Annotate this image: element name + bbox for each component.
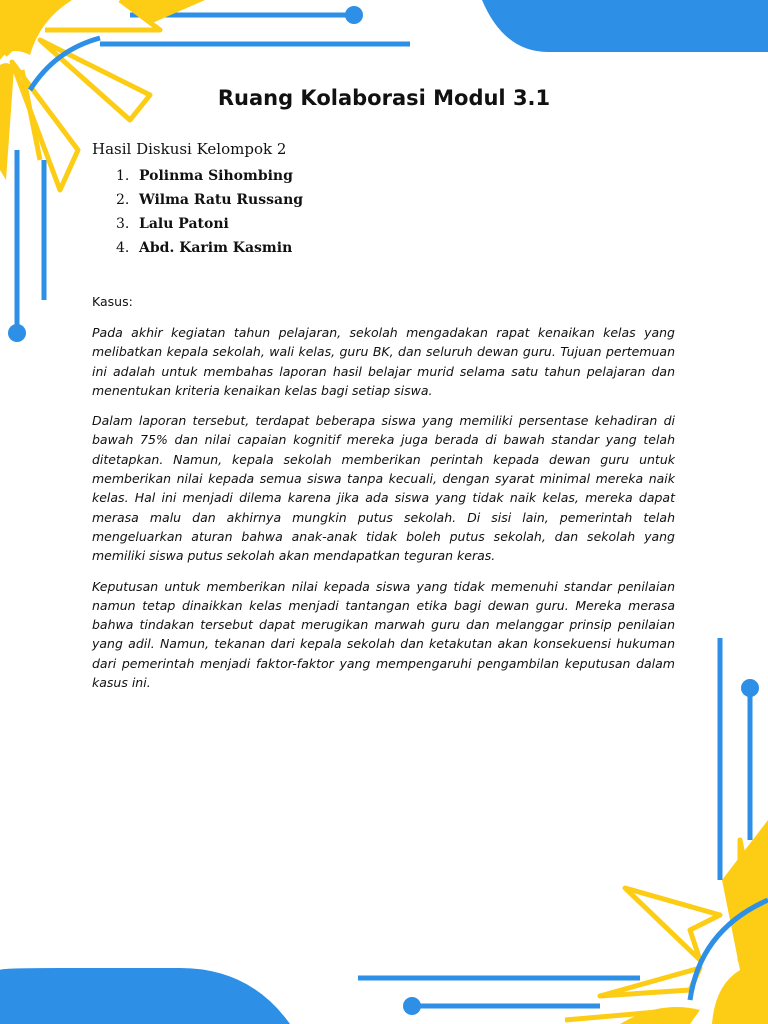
member-name: Lalu Patoni (139, 216, 229, 232)
case-paragraph-2: Dalam laporan tersebut, terdapat beberapa siswa yang memiliki persentase kehadiran di bawah 75% dan nilai capaian kognitif mereka juga berada di bawah standar yang telah ditetapkan. Namun, kepala sekolah memberikan perintah kepada dewan guru untuk memberikan nilai kepada semua siswa tanpa kecuali, dengan syarat minimal mereka naik kelas. Hal ini menjadi dilema karena jika ada siswa yang tidak naik kelas, mereka dapat merasa malu dan akhirnya mungkin putus sekolah. Di sisi lain, pemerintah telah mengeluarkan aturan bahwa anak-anak tidak boleh putus sekolah, dan sekolah yang memiliki siswa putus sekolah akan mendapatkan teguran keras. (92, 413, 675, 564)
case-paragraph-1: Pada akhir kegiatan tahun pelajaran, sekolah mengadakan rapat kenaikan kelas yang melibatkan kepala sekolah, wali kelas, guru BK, dan seluruh dewan guru. Tujuan pertemuan ini adalah untuk membahas laporan hasil belajar murid selama satu tahun pelajaran dan menentukan kriteria kenaikan kelas bagi setiap siswa. (92, 325, 675, 398)
top-right-blue-shape (482, 0, 768, 52)
case-paragraph-3: Keputusan untuk memberikan nilai kepada siswa yang tidak memenuhi standar penilaian namun tetap dinaikkan kelas menjadi tantangan etika bagi dewan guru. Mereka merasa bahwa tindakan tersebut dapat merugikan marwah guru dan melanggar prinsip penilaian yang adil. Namun, tekanan dari kepala sekolah dan ketakutan akan konsekuensi hukuman dari pemerintah menjadi faktor-faktor yang mempengaruhi pengambilan keputusan dalam kasus ini. (92, 578, 675, 691)
circuit-dot-right (741, 679, 759, 697)
case-label: Kasus: (92, 294, 133, 309)
case-body (92, 323, 675, 703)
member-number: 4. (116, 240, 130, 256)
list-item (116, 238, 303, 262)
member-number: 1. (116, 168, 130, 184)
circuit-dot-left (8, 324, 26, 342)
bottom-left-blue-shape (0, 968, 290, 1024)
circuit-dot-top (345, 6, 363, 24)
member-name: Wilma Ratu Russang (139, 192, 304, 208)
list-item (116, 190, 303, 214)
circuit-dot-bottom (403, 997, 421, 1015)
list-item (116, 166, 303, 190)
member-number: 2. (116, 192, 130, 208)
list-item (116, 214, 303, 238)
member-name: Polinma Sihombing (139, 168, 293, 184)
member-name: Abd. Karim Kasmin (139, 240, 293, 256)
group-discussion-heading: Hasil Diskusi Kelompok 2 (92, 140, 287, 158)
page-title: Ruang Kolaborasi Modul 3.1 (217, 86, 551, 110)
member-list (116, 166, 303, 262)
member-number: 3. (116, 216, 130, 232)
